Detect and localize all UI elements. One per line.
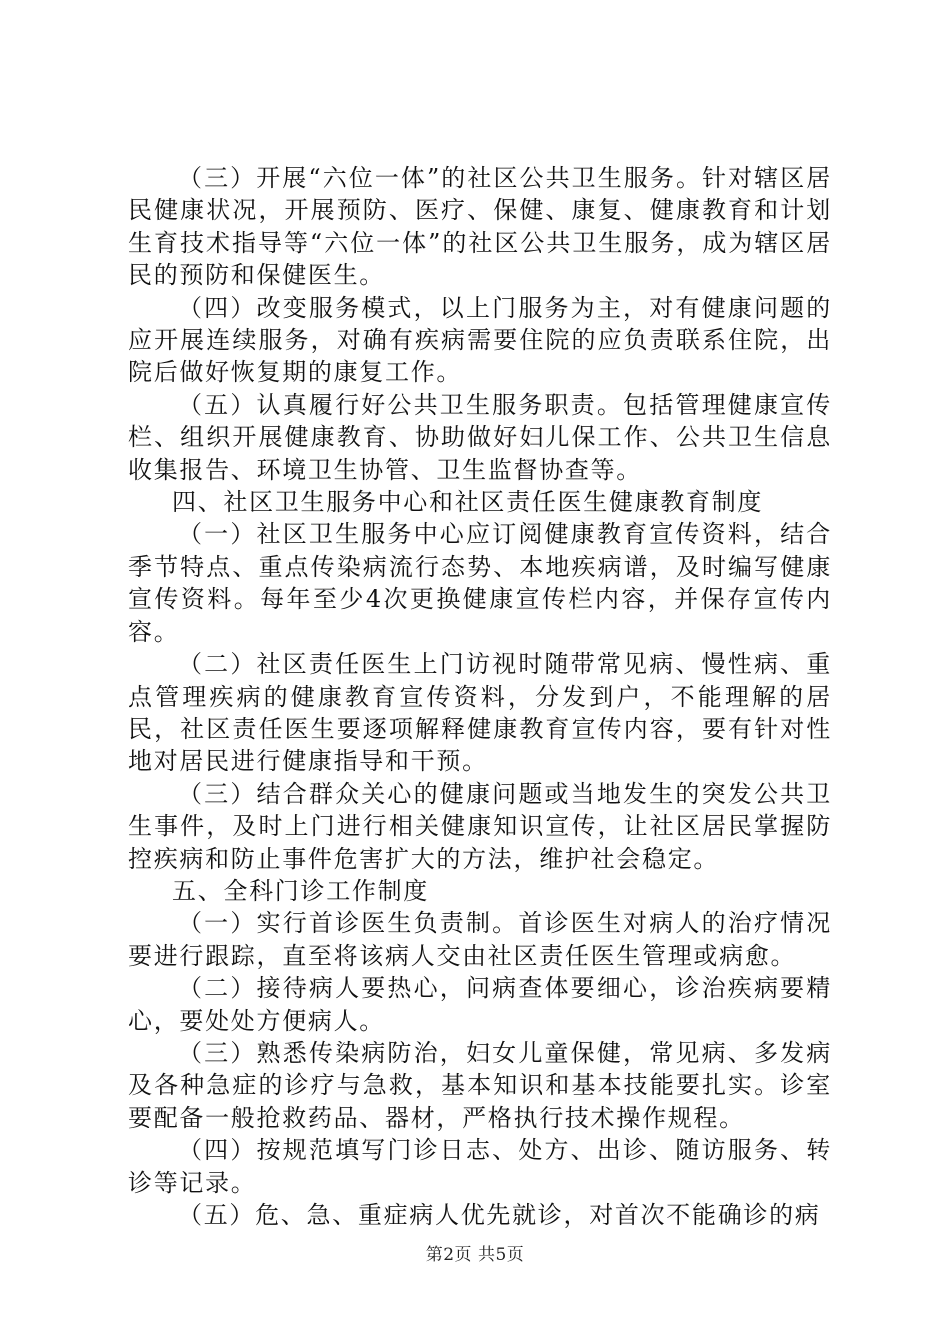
paragraph-1-first-doctor-responsibility: （一）实行首诊医生负责制。首诊医生对病人的治疗情况要进行跟踪，直至将该病人交由社区责任医生管理或病愈。 [128,909,832,970]
paragraph-1-education-materials: （一）社区卫生服务中心应订阅健康教育宣传资料，结合季节特点、重点传染病流行态势、本地疾病谱，及时编写健康宣传资料。每年至少4次更换健康宣传栏内容，并保存宣传内容。 [128,520,832,646]
paragraph-2-patient-reception: （二）接待病人要热心，问病查体要细心，诊治疾病要精心，要处处方便病人。 [128,974,832,1035]
paragraph-3-clinical-skills: （三）熟悉传染病防治，妇女儿童保健，常见病、多发病及各种急症的诊疗与急救，基本知识和基本技能要扎实。诊室要配备一般抢救药品、器材，严格执行技术操作规程。 [128,1038,832,1132]
section-heading-general-clinic: 五、全科门诊工作制度 [172,876,429,905]
paragraph-5-emergency-priority: （五）危、急、重症病人优先就诊，对首次不能确诊的病 [178,1201,821,1229]
page-number-footer: 第2页 共5页 [425,1245,525,1265]
paragraph-3-emergency-education: （三）结合群众关心的健康问题或当地发生的突发公共卫生事件，及时上门进行相关健康知识宣传，让社区居民掌握防控疾病和防止事件危害扩大的方法，维护社会稳定。 [128,779,832,873]
paragraph-3-public-health-service: （三）开展“六位一体”的社区公共卫生服务。针对辖区居民健康状况，开展预防、医疗、保健、康复、健康教育和计划生育技术指导等“六位一体”的社区公共卫生服务，成为辖区居民的预防和保健医生。 [128,164,832,290]
paragraph-4-clinic-records: （四）按规范填写门诊日志、处方、出诊、随访服务、转诊等记录。 [128,1136,832,1197]
paragraph-5-public-health-duties: （五）认真履行好公共卫生服务职责。包括管理健康宣传栏、组织开展健康教育、协助做好妇儿保工作、公共卫生信息收集报告、环境卫生协管、卫生监督协查等。 [128,390,832,484]
paragraph-4-service-mode: （四）改变服务模式，以上门服务为主，对有健康问题的应开展连续服务，对确有疾病需要住院的应负责联系住院，出院后做好恢复期的康复工作。 [128,293,832,387]
document-body [128,162,832,1231]
section-heading-health-education: 四、社区卫生服务中心和社区责任医生健康教育制度 [172,488,764,517]
paragraph-2-home-visit-education: （二）社区责任医生上门访视时随带常见病、慢性病、重点管理疾病的健康教育宣传资料，分发到户，不能理解的居民，社区责任医生要逐项解释健康教育宣传内容，要有针对性地对居民进行健康指导和干预。 [128,650,832,776]
